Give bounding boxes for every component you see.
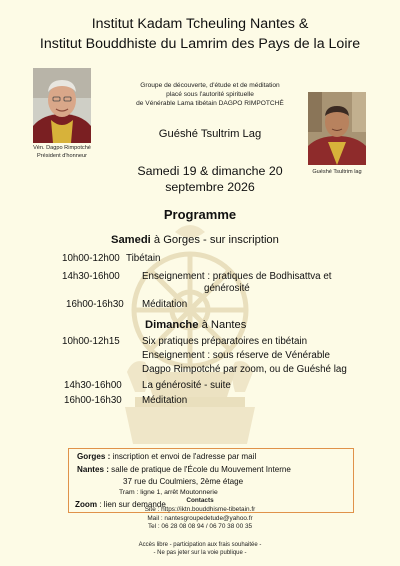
programme-title: Programme bbox=[163, 207, 237, 222]
contacts-title: Contacts bbox=[186, 497, 214, 504]
row-activity: Méditation bbox=[142, 395, 188, 406]
row-activity: Six pratiques préparatoires en tibétain bbox=[142, 336, 308, 347]
footer-line-1: Accès libre - participation aux frais souhaitée - bbox=[138, 542, 262, 548]
intro-line-3: de Vénérable Lama tibétain DAGPO RIMPOTCHÉ bbox=[136, 100, 284, 108]
title-line-1: Institut Kadam Tcheuling Nantes & bbox=[91, 16, 309, 32]
saturday-heading bbox=[111, 234, 279, 246]
sunday-day: Dimanche bbox=[145, 319, 199, 331]
intro-line-1: Groupe de découverte, d'étude et de méditation bbox=[140, 82, 280, 89]
nantes-address: 37 rue du Coulmiers, 2ème étage bbox=[123, 477, 244, 486]
left-photo-caption bbox=[14, 145, 110, 160]
gorges-info bbox=[77, 452, 256, 461]
zoom-text: : lien sur demande bbox=[97, 500, 166, 509]
row-time: 14h30-16h00 bbox=[62, 271, 120, 282]
saturday-place: à Gorges - sur inscription bbox=[150, 234, 279, 246]
contact-mail[interactable]: Mail : nantesgroupedetude@yahoo.fr bbox=[147, 514, 253, 522]
nantes-label: Nantes : bbox=[77, 465, 109, 474]
right-photo-caption: Guéshé Tsultrim lag bbox=[312, 169, 362, 175]
sunday-place: à Nantes bbox=[198, 319, 247, 331]
nantes-text: salle de pratique de l'École du Mouvement Interne bbox=[108, 465, 291, 474]
gorges-text: inscription et envoi de l'adresse par mail bbox=[110, 452, 257, 461]
row-activity: Tibétain bbox=[126, 253, 161, 264]
row-activity: Enseignement : sous réserve de Vénérable bbox=[142, 350, 330, 361]
tram-info: Tram : ligne 1, arrêt Moutonnerie bbox=[119, 489, 218, 496]
row-time: 10h00-12h00 bbox=[62, 253, 120, 264]
dates-line-1: Samedi 19 & dimanche 20 bbox=[137, 164, 283, 178]
row-activity: La générosité - suite bbox=[142, 380, 231, 391]
sunday-heading bbox=[145, 319, 246, 331]
footer-note bbox=[0, 541, 400, 557]
row-activity: générosité bbox=[204, 283, 250, 294]
title-line-2: Institut Bouddhiste du Lamrim des Pays de la Loire bbox=[39, 36, 361, 52]
zoom-label: Zoom bbox=[75, 500, 98, 509]
contacts-section bbox=[0, 497, 400, 532]
row-activity: Dagpo Rimpotché par zoom, ou de Guéshé lag bbox=[142, 364, 347, 375]
row-time: 10h00-12h15 bbox=[62, 336, 120, 347]
saturday-day: Samedi bbox=[111, 234, 151, 246]
row-time: 16h00-16h30 bbox=[66, 299, 124, 310]
geshe-tsultrim-photo bbox=[308, 92, 366, 165]
dates-line-2: septembre 2026 bbox=[165, 180, 255, 194]
dagpo-rimpotche-photo bbox=[33, 68, 91, 143]
nantes-info bbox=[77, 465, 291, 474]
event-dates bbox=[118, 163, 302, 195]
contact-tel: Tel : 06 28 08 08 94 / 06 70 38 00 35 bbox=[147, 523, 253, 531]
saturday-schedule bbox=[62, 253, 362, 313]
row-time: 14h30-16h00 bbox=[64, 380, 122, 391]
intro-text bbox=[118, 81, 302, 109]
row-activity: Méditation bbox=[142, 299, 188, 310]
intro-line-2: placé sous l'autorité spirituelle bbox=[166, 91, 254, 99]
left-caption-line-1: Vén. Dagpo Rimpotché bbox=[33, 145, 91, 151]
footer-line-2: - Ne pas jeter sur la voie publique - bbox=[153, 550, 247, 556]
guest-name: Guéshé Tsultrim Lag bbox=[158, 128, 262, 140]
left-caption-line-2: Président d'honneur bbox=[37, 152, 87, 159]
row-time: 16h00-16h30 bbox=[64, 395, 122, 406]
gorges-label: Gorges : bbox=[77, 452, 111, 461]
row-activity: Enseignement : pratiques de Bodhisattva et bbox=[142, 271, 332, 282]
contact-site[interactable]: Site : https://iktn.bouddhisme-tibetain.fr bbox=[144, 505, 256, 513]
sunday-schedule bbox=[62, 336, 362, 412]
